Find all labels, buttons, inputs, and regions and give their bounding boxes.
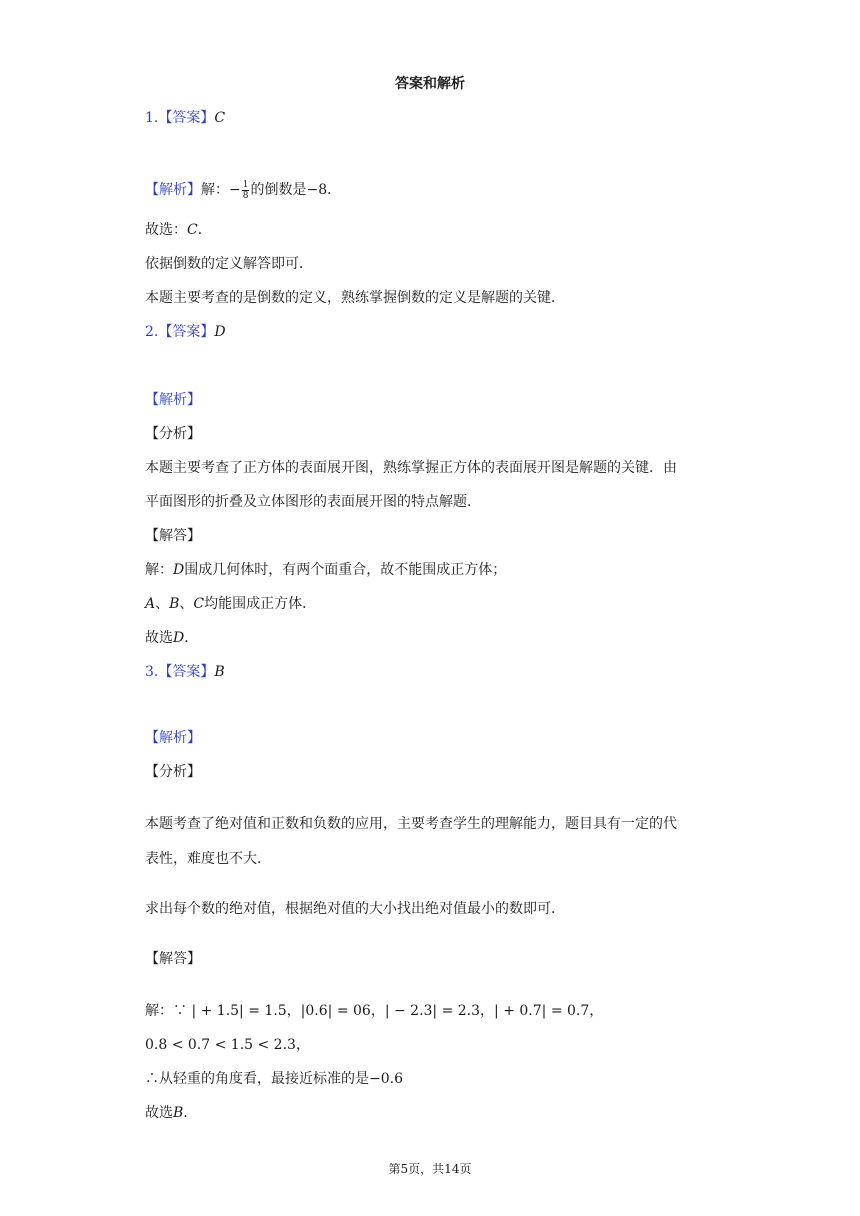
q1-fraction [242,180,250,201]
page-footer: 第5页，共14页 [388,1162,472,1176]
q3-l4-prefix: 故选 [145,1105,173,1121]
q1-answer-value: C [214,110,226,126]
q2-fenxi-label: 【分析】 [145,426,201,442]
q2-jieda-label: 【解答】 [145,528,201,544]
q3-jieda-label: 【解答】 [145,951,201,967]
q2-l2-sep1: 、 [155,596,170,612]
q2-answer [145,321,226,341]
q3-fenxi-line1: 本题考查了绝对值和正数和负数的应用，主要考查学生的理解能力，题目具有一定的代 [145,816,677,832]
q2-l2-c: C [193,596,205,612]
q3-analysis-label: 【解析】 [145,730,201,746]
q1-method-line: 依据倒数的定义解答即可． [145,256,313,272]
q1-neg-sign: − [229,182,241,198]
q2-l3-prefix: 故选 [145,630,173,646]
q2-jieda-line1 [145,559,506,579]
q1-choice-line [145,219,212,239]
q2-l1-suffix: 围成几何体时，有两个面重合，故不能围成正方体； [184,562,507,578]
q1-fraction-numerator: 1 [242,179,249,190]
q2-l2-sep2: 、 [179,596,194,612]
q2-l2-b: B [169,596,180,612]
q1-choice-suffix: ． [197,222,212,238]
page-title: 答案和解析 [395,76,465,92]
q2-l2-suffix: 均能围成正方体． [204,596,317,612]
q3-jieda-line2: 0.8 < 0.7 < 1.5 < 2.3， [145,1037,310,1053]
q3-l4-var: B [173,1105,184,1121]
q1-summary-line: 本题主要考查的是倒数的定义，熟练掌握倒数的定义是解题的关键． [145,290,565,306]
q3-answer-label: 3.【答案】 [145,664,215,680]
q1-answer [145,107,225,127]
q3-fenxi-line3: 求出每个数的绝对值，根据绝对值的大小找出绝对值最小的数即可． [145,901,565,917]
q3-fenxi-line2: 表性，难度也不大． [145,851,271,867]
q2-fenxi-line1: 本题主要考查了正方体的表面展开图，熟练掌握正方体的表面展开图是解题的关键．由 [145,460,677,476]
q2-l1-var: D [173,562,185,578]
q2-answer-label: 2.【答案】 [145,324,215,340]
q3-answer-value: B [214,664,225,680]
q2-fenxi-line2: 平面图形的折叠及立体图形的表面展开图的特点解题． [145,494,481,510]
q1-analysis-suffix: 的倒数是−8． [250,182,342,198]
q2-answer-value: D [214,324,226,340]
q2-jieda-line3 [145,627,198,647]
q1-answer-label: 1.【答案】 [145,110,215,126]
q1-analysis-prefix: 解： [201,182,229,198]
q2-l1-prefix: 解： [145,562,173,578]
q2-l3-var: D [173,630,185,646]
q1-choice-prefix: 故选： [145,222,187,238]
q2-l3-suffix: ． [184,630,199,646]
q3-fenxi-label: 【分析】 [145,764,201,780]
q2-jieda-line2 [145,593,316,613]
q3-answer [145,661,225,681]
q2-analysis-label: 【解析】 [145,392,201,408]
q1-choice-value: C [187,222,198,238]
q1-fraction-denominator: 8 [242,190,249,201]
q3-jieda-line1: 解：∵ | + 1.5| = 1.5，|0.6| = 06，| − 2.3| = 2.3，| + 0.7| = 0.7， [145,1003,604,1019]
q2-l2-a: A [145,596,156,612]
q3-jieda-line3: ∴从轻重的角度看，最接近标准的是−0.6 [145,1071,403,1087]
q1-analysis [145,179,341,201]
q3-jieda-line4 [145,1102,188,1122]
q3-l4-suffix: . [183,1105,188,1121]
q1-analysis-label: 【解析】 [145,182,201,198]
